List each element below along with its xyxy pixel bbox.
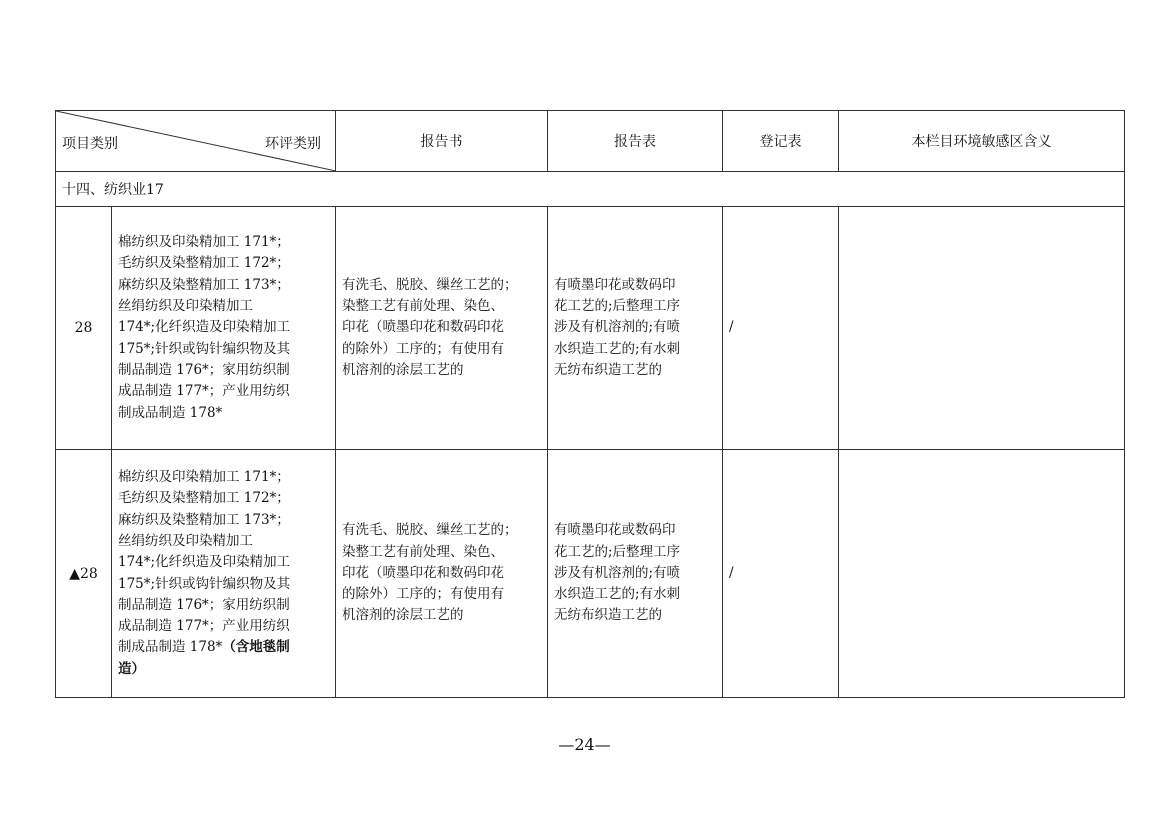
text-line: 棉纺织及印染精加工 171*； (118, 234, 290, 251)
carpet-note: （含地毯制 (222, 639, 290, 656)
header-registration-form: 登记表 (723, 111, 839, 172)
text-line: 制品制造 176*；家用纺织制 (118, 361, 290, 378)
eia-classification-table (55, 110, 1125, 698)
section-title: 十四、纺织业 (62, 182, 146, 198)
text-line: 的除外）工序的；有使用有 (342, 340, 504, 357)
page-number: —24— (558, 735, 611, 754)
text-line: 涉及有机溶剂的;有喷 (554, 564, 681, 581)
registration-criteria: / (723, 450, 839, 698)
table-row (56, 450, 1125, 698)
text-line: 毛纺织及染整精加工 172*； (118, 490, 290, 507)
text-line: 制成品制造 178* (118, 404, 223, 421)
eia-category-label: 环评类别 (265, 136, 321, 152)
text-line: 175*;针织或钩针编织物及其 (118, 575, 291, 592)
text-line: 机溶剂的涂层工艺的 (342, 607, 464, 624)
row-number: 28 (56, 207, 112, 450)
text-line: 涉及有机溶剂的;有喷 (554, 319, 681, 336)
sensitive-area-cell (839, 207, 1125, 450)
text-line: 制品制造 176*；家用纺织制 (118, 596, 290, 613)
text-line: 棉纺织及印染精加工 171*； (118, 469, 290, 486)
row-number: ▲28 (56, 450, 112, 698)
text-line: 有洗毛、脱胶、缫丝工艺的； (342, 522, 518, 539)
text-line: 有喷墨印花或数码印 (554, 522, 676, 539)
header-sensitive-area: 本栏目环境敏感区含义 (839, 111, 1125, 172)
text-line: 麻纺织及染整精加工 173*； (118, 276, 290, 293)
text-line: 印花（喷墨印花和数码印花 (342, 564, 504, 581)
text-line: 丝绢纺织及印染精加工 (118, 298, 253, 315)
header-report-book: 报告书 (336, 111, 548, 172)
table-row (56, 207, 1125, 450)
table-header-row (56, 111, 1125, 172)
text-line: 成品制造 177*；产业用纺织 (118, 618, 290, 635)
text-line: 有洗毛、脱胶、缫丝工艺的； (342, 276, 518, 293)
text-line: 印花（喷墨印花和数码印花 (342, 319, 504, 336)
text-line: 机溶剂的涂层工艺的 (342, 361, 464, 378)
section-code: 17 (146, 182, 164, 198)
sensitive-area-cell (839, 450, 1125, 698)
text-line: 175*;针织或钩针编织物及其 (118, 340, 291, 357)
item-text: 制成品制造 178* (118, 639, 223, 656)
text-line: 花工艺的;后整理工序 (554, 543, 681, 560)
item-line (118, 637, 329, 658)
text-line: 染整工艺有前处理、染色、 (342, 543, 504, 560)
text-line: 成品制造 177*；产业用纺织 (118, 383, 290, 400)
project-category-label: 项目类别 (62, 136, 118, 152)
report-form-criteria (548, 450, 723, 698)
header-report-form: 报告表 (548, 111, 723, 172)
report-book-criteria (336, 207, 548, 450)
text-line: 染整工艺有前处理、染色、 (342, 298, 504, 315)
text-line: 麻纺织及染整精加工 173*； (118, 511, 290, 528)
text-line: 丝绢纺织及印染精加工 (118, 532, 253, 549)
text-line: 有喷墨印花或数码印 (554, 276, 676, 293)
text-line: 水织造工艺的;有水刺 (554, 340, 681, 357)
text-line: 水织造工艺的;有水刺 (554, 586, 681, 603)
project-items (112, 207, 336, 450)
report-form-criteria (548, 207, 723, 450)
section-title-cell (56, 172, 1125, 207)
text-line: 花工艺的;后整理工序 (554, 298, 681, 315)
registration-criteria: / (723, 207, 839, 450)
carpet-note-end: 造） (118, 660, 145, 677)
report-book-criteria (336, 450, 548, 698)
text-line: 174*;化纤织造及印染精加工 (118, 319, 291, 336)
text-line: 的除外）工序的；有使用有 (342, 586, 504, 603)
text-line: 毛纺织及染整精加工 172*； (118, 255, 290, 272)
text-line: 无纺布织造工艺的 (554, 361, 662, 378)
text-line: 174*;化纤织造及印染精加工 (118, 554, 291, 571)
section-row (56, 172, 1125, 207)
project-items (112, 450, 336, 698)
diagonal-header-cell (56, 111, 336, 172)
text-line: 无纺布织造工艺的 (554, 607, 662, 624)
